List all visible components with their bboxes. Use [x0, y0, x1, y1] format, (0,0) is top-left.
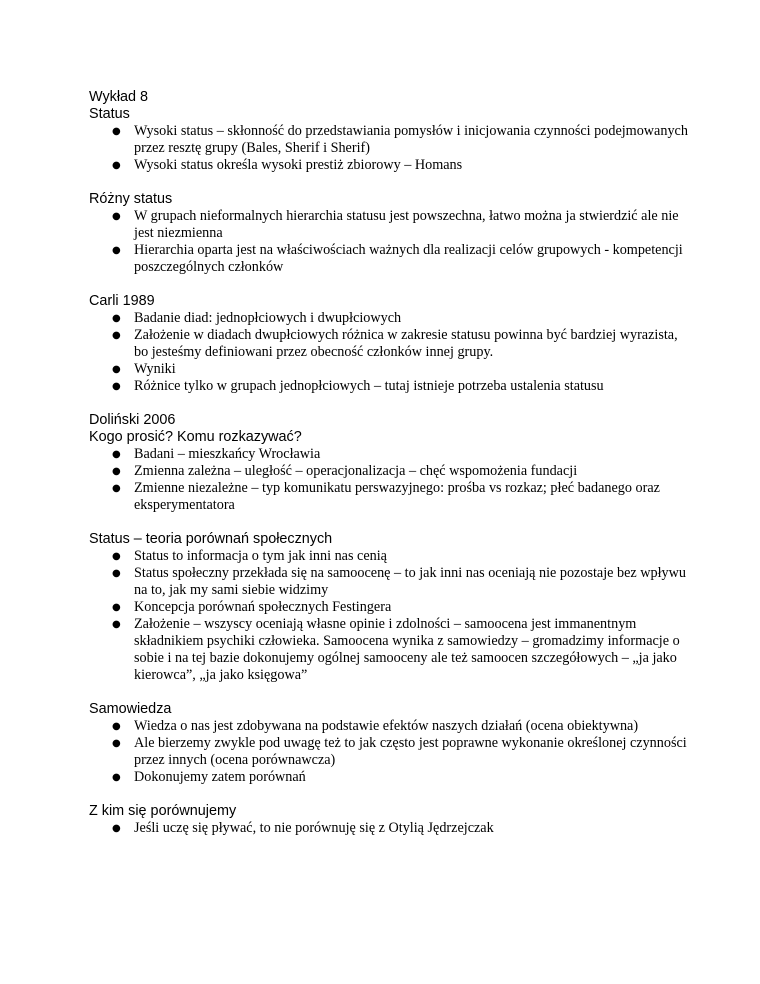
list-item	[89, 157, 689, 174]
bullet-icon: ●	[112, 245, 121, 256]
list-item-text: Status społeczny przekłada się na samoocenę – to jak inni nas oceniają nie pozostaje bez wpływu na to, jak my sami siebie widzimy	[134, 565, 686, 598]
list-item	[89, 718, 689, 735]
bullet-icon: ●	[112, 449, 121, 460]
section-dolinski-2006	[89, 412, 689, 514]
bullet-icon: ●	[112, 721, 121, 732]
list-item-text: Wiedza o nas jest zdobywana na podstawie efektów naszych działań (ocena obiektywna)	[134, 718, 639, 734]
bullet-icon: ●	[112, 823, 121, 834]
list-item-text: Wysoki status – skłonność do przedstawiania pomysłów i inicjowania czynności podejmowanych przez resztę grupy (Bales, Sherif i Sherif)	[134, 123, 688, 156]
list-item-text: Różnice tylko w grupach jednopłciowych – tutaj istnieje potrzeba ustalenia statusu	[134, 378, 604, 394]
list-item-text: Status to informacja o tym jak inni nas cenią	[134, 548, 387, 564]
list-item	[89, 378, 689, 395]
bullet-list	[89, 123, 689, 174]
bullet-icon: ●	[112, 772, 121, 783]
document-content	[89, 89, 689, 837]
list-item	[89, 123, 689, 157]
list-item-text: Hierarchia oparta jest na właściwościach ważnych dla realizacji celów grupowych - kompetencji poszczególnych członków	[134, 242, 683, 275]
list-item	[89, 616, 689, 684]
bullet-icon: ●	[112, 160, 121, 171]
bullet-list	[89, 446, 689, 514]
spacer	[89, 514, 689, 531]
bullet-list	[89, 208, 689, 276]
bullet-icon: ●	[112, 211, 121, 222]
list-item	[89, 820, 689, 837]
section-heading: Doliński 2006	[89, 412, 176, 428]
bullet-list	[89, 310, 689, 395]
bullet-icon: ●	[112, 568, 121, 579]
spacer	[89, 174, 689, 191]
list-item-text: Zmienna zależna – uległość – operacjonalizacja – chęć wspomożenia fundacji	[134, 463, 578, 479]
bullet-icon: ●	[112, 738, 121, 749]
list-item-text: Ale bierzemy zwykle pod uwagę też to jak często jest poprawne wykonanie określonej czynności przez innych (ocena porównawcza)	[134, 735, 687, 768]
bullet-list	[89, 820, 689, 837]
list-item	[89, 242, 689, 276]
section-z-kim-sie-porownujemy	[89, 803, 689, 837]
bullet-icon: ●	[112, 330, 121, 341]
section-heading: Różny status	[89, 191, 173, 207]
bullet-icon: ●	[112, 126, 121, 137]
list-item-text: Założenie – wszyscy oceniają własne opinie i zdolności – samoocena jest immanentnym składnikiem psychiki człowieka. Samoocena wynika z samowiedzy – gromadzimy informacje o sobie i na tej bazie dokonujemy ogólnej samooceny ale też samoocen szczegółowych – „ja jako kierowca”, „ja jako księgowa”	[134, 616, 680, 683]
list-item-text: Wysoki status określa wysoki prestiż zbiorowy – Homans	[134, 157, 463, 173]
spacer	[89, 395, 689, 412]
bullet-icon: ●	[112, 619, 121, 630]
spacer	[89, 786, 689, 803]
list-item-text: Badanie diad: jednopłciowych i dwupłciowych	[134, 310, 402, 326]
list-item-text: Jeśli uczę się pływać, to nie porównuję się z Otylią Jędrzejczak	[134, 820, 494, 836]
list-item	[89, 208, 689, 242]
list-item	[89, 446, 689, 463]
list-item	[89, 735, 689, 769]
section-heading: Status – teoria porównań społecznych	[89, 531, 333, 547]
bullet-icon: ●	[112, 602, 121, 613]
bullet-icon: ●	[112, 483, 121, 494]
bullet-icon: ●	[112, 381, 121, 392]
list-item	[89, 548, 689, 565]
bullet-icon: ●	[112, 551, 121, 562]
section-subheading: Kogo prosić? Komu rozkazywać?	[89, 429, 302, 445]
list-item	[89, 463, 689, 480]
list-item-text: Badani – mieszkańcy Wrocławia	[134, 446, 321, 462]
list-item	[89, 361, 689, 378]
section-wyklad-status	[89, 89, 689, 174]
list-item	[89, 769, 689, 786]
section-heading: Samowiedza	[89, 701, 172, 717]
spacer	[89, 276, 689, 293]
list-item	[89, 599, 689, 616]
section-carli-1989	[89, 293, 689, 395]
section-teoria-porownan	[89, 531, 689, 684]
section-heading: Carli 1989	[89, 293, 155, 309]
section-rozny-status	[89, 191, 689, 276]
bullet-icon: ●	[112, 313, 121, 324]
section-heading: Status	[89, 106, 130, 122]
list-item-text: Koncepcja porównań społecznych Festingera	[134, 599, 392, 615]
list-item-text: Wyniki	[134, 361, 176, 377]
list-item-text: Dokonujemy zatem porównań	[134, 769, 306, 785]
section-samowiedza	[89, 701, 689, 786]
list-item	[89, 327, 689, 361]
list-item	[89, 565, 689, 599]
bullet-icon: ●	[112, 364, 121, 375]
spacer	[89, 684, 689, 701]
list-item	[89, 480, 689, 514]
lecture-title: Wykład 8	[89, 89, 149, 105]
bullet-icon: ●	[112, 466, 121, 477]
list-item	[89, 310, 689, 327]
list-item-text: Założenie w diadach dwupłciowych różnica w zakresie statusu powinna być bardziej wyrazista, bo jesteśmy definiowani przez obecność członków innej grupy.	[134, 327, 678, 360]
list-item-text: W grupach nieformalnych hierarchia statusu jest powszechna, łatwo można ja stwierdzić ale nie jest niezmienna	[134, 208, 679, 241]
bullet-list	[89, 718, 689, 786]
list-item-text: Zmienne niezależne – typ komunikatu perswazyjnego: prośba vs rozkaz; płeć badanego oraz eksperymentatora	[134, 480, 660, 513]
bullet-list	[89, 548, 689, 684]
section-heading: Z kim się porównujemy	[89, 803, 237, 819]
